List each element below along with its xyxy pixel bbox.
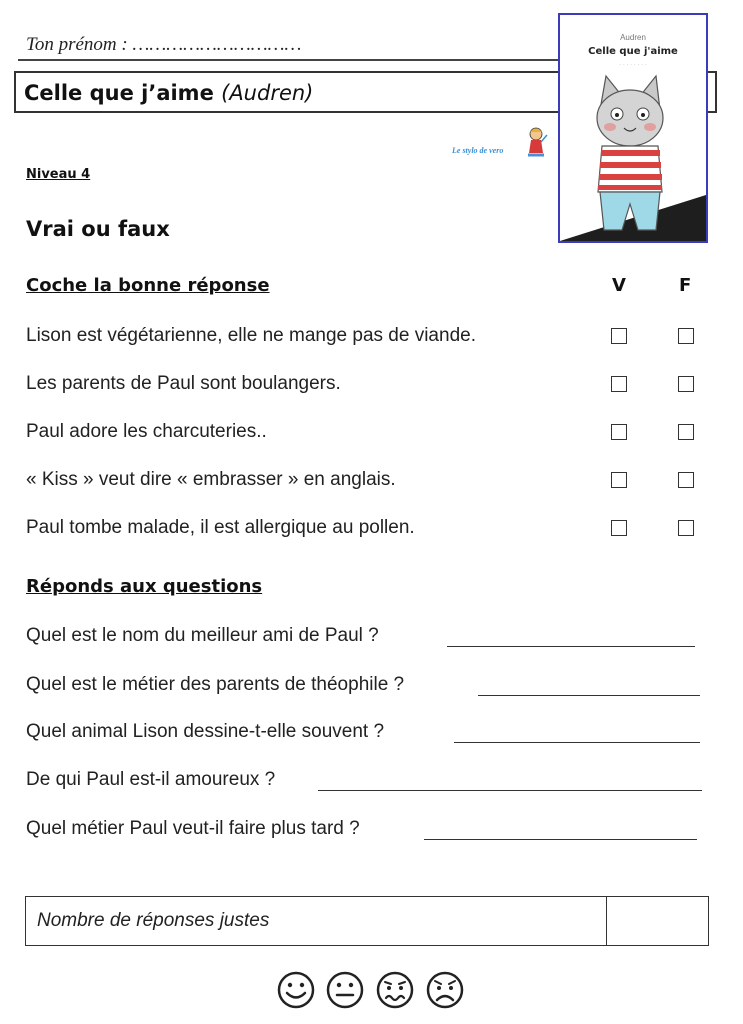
worried-face-icon[interactable] xyxy=(375,970,415,1010)
score-label: Nombre de réponses justes xyxy=(37,910,270,931)
answer-line[interactable] xyxy=(454,742,700,743)
logo-text: Le stylo de vero xyxy=(452,146,504,155)
exercise-title: Vrai ou faux xyxy=(26,217,170,241)
cover-author: Audren xyxy=(620,33,646,42)
true-checkbox[interactable] xyxy=(611,376,627,392)
questions-heading: Réponds aux questions xyxy=(26,576,263,597)
level-label: Niveau 4 xyxy=(26,167,91,182)
false-checkbox[interactable] xyxy=(678,472,694,488)
very-happy-face-icon[interactable] xyxy=(276,970,316,1010)
cover-subtitle: · · · · · · · · xyxy=(619,62,647,68)
statement-text: « Kiss » veut dire « embrasser » en anglais. xyxy=(26,469,396,490)
book-author: (Audren) xyxy=(221,81,314,105)
true-checkbox[interactable] xyxy=(611,424,627,440)
column-true-header: V xyxy=(612,275,626,296)
statement-text: Les parents de Paul sont boulangers. xyxy=(26,373,341,394)
score-divider xyxy=(606,896,607,946)
question-text: De qui Paul est-il amoureux ? xyxy=(26,769,276,790)
book-title-text: Celle que j’aime xyxy=(24,81,214,105)
statement-text: Lison est végétarienne, elle ne mange pas de viande. xyxy=(26,325,476,346)
neutral-face-icon[interactable] xyxy=(325,970,365,1010)
cover-title: Celle que j'aime xyxy=(588,46,678,57)
false-checkbox[interactable] xyxy=(678,424,694,440)
true-false-heading: Coche la bonne réponse xyxy=(26,275,270,296)
cat-illustration-icon xyxy=(560,70,706,241)
true-checkbox[interactable] xyxy=(611,472,627,488)
answer-line[interactable] xyxy=(424,839,697,840)
true-checkbox[interactable] xyxy=(611,520,627,536)
answer-line[interactable] xyxy=(447,646,695,647)
statement-text: Paul adore les charcuteries.. xyxy=(26,421,267,442)
statement-text: Paul tombe malade, il est allergique au pollen. xyxy=(26,517,415,538)
book-title xyxy=(24,81,313,105)
logo-child-icon xyxy=(524,125,548,161)
false-checkbox[interactable] xyxy=(678,376,694,392)
false-checkbox[interactable] xyxy=(678,328,694,344)
answer-line[interactable] xyxy=(478,695,700,696)
score-input[interactable] xyxy=(610,900,708,944)
question-text: Quel animal Lison dessine-t-elle souvent ? xyxy=(26,721,385,742)
book-cover xyxy=(558,13,708,243)
first-name-label: Ton prénom : ………………………… xyxy=(26,34,302,55)
column-false-header: F xyxy=(679,275,692,296)
true-checkbox[interactable] xyxy=(611,328,627,344)
false-checkbox[interactable] xyxy=(678,520,694,536)
answer-line[interactable] xyxy=(318,790,702,791)
question-text: Quel est le nom du meilleur ami de Paul ? xyxy=(26,625,379,646)
sad-face-icon[interactable] xyxy=(425,970,465,1010)
question-text: Quel est le métier des parents de théophile ? xyxy=(26,674,405,695)
question-text: Quel métier Paul veut-il faire plus tard ? xyxy=(26,818,360,839)
